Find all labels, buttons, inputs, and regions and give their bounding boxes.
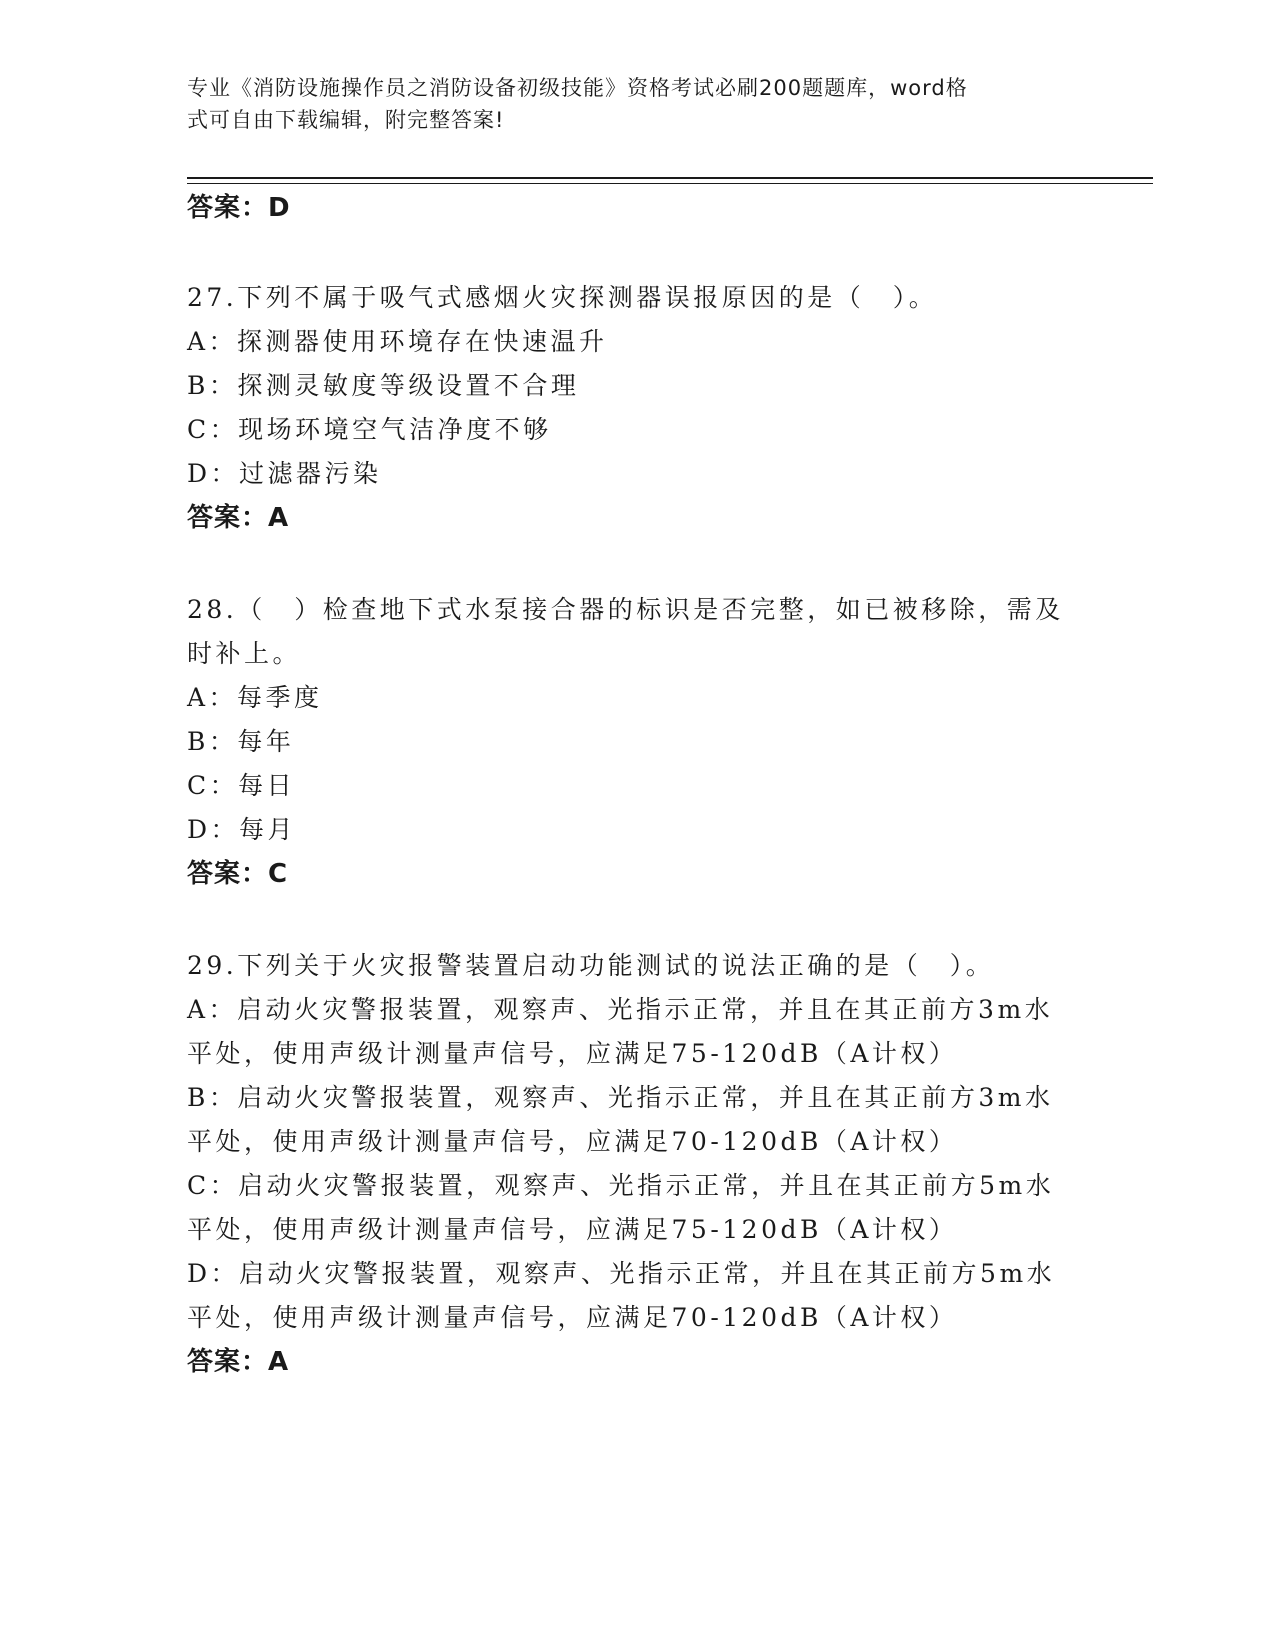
- question-29-stem: 29.下列关于火灾报警装置启动功能测试的说法正确的是（ ）。: [187, 951, 995, 980]
- header-divider-thick: [187, 177, 1153, 179]
- question-28-answer: 答案：C: [187, 859, 289, 889]
- question-29-option-c-line-1: C：启动火灾警报装置，观察声、光指示正常，并且在其正前方5m水: [187, 1171, 1055, 1200]
- document-header: [187, 72, 1067, 136]
- question-27-answer: 答案：A: [187, 503, 290, 533]
- question-27-option-d: D：过滤器污染: [187, 459, 382, 488]
- question-27-option-b: B：探测灵敏度等级设置不合理: [187, 371, 580, 400]
- question-29-option-b-line-1: B：启动火灾警报装置，观察声、光指示正常，并且在其正前方3m水: [187, 1083, 1054, 1112]
- question-27-option-a: A：探测器使用环境存在快速温升: [187, 327, 608, 356]
- question-28-stem-line-2: 时补上。: [187, 639, 302, 668]
- question-29-option-b-line-2: 平处，使用声级计测量声信号，应满足70-120dB（A计权）: [187, 1127, 958, 1156]
- question-29-option-a-line-1: A：启动火灾警报装置，观察声、光指示正常，并且在其正前方3m水: [187, 995, 1054, 1024]
- question-28-option-a: A：每季度: [187, 683, 323, 712]
- question-29-option-c-line-2: 平处，使用声级计测量声信号，应满足75-120dB（A计权）: [187, 1215, 958, 1244]
- header-line-1: 专业《消防设施操作员之消防设备初级技能》资格考试必刷200题题库，word格: [187, 76, 968, 100]
- header-divider-thin: [187, 183, 1153, 184]
- question-29-option-d-line-1: D：启动火灾警报装置，观察声、光指示正常，并且在其正前方5m水: [187, 1259, 1056, 1288]
- question-29-answer: 答案：A: [187, 1347, 290, 1377]
- question-28-option-b: B：每年: [187, 727, 295, 756]
- question-28-stem-line-1: 28.（ ）检查地下式水泵接合器的标识是否完整，如已被移除，需及: [187, 595, 1064, 624]
- question-28-option-c: C：每日: [187, 771, 296, 800]
- question-27-stem: 27.下列不属于吸气式感烟火灾探测器误报原因的是（ ）。: [187, 283, 938, 312]
- question-29-option-a-line-2: 平处，使用声级计测量声信号，应满足75-120dB（A计权）: [187, 1039, 958, 1068]
- question-27-option-c: C：现场环境空气洁净度不够: [187, 415, 552, 444]
- question-28-option-d: D：每月: [187, 815, 297, 844]
- header-line-2: 式可自由下载编辑，附完整答案!: [187, 108, 505, 132]
- question-29-option-d-line-2: 平处，使用声级计测量声信号，应满足70-120dB（A计权）: [187, 1303, 958, 1332]
- previous-answer: 答案：D: [187, 193, 291, 223]
